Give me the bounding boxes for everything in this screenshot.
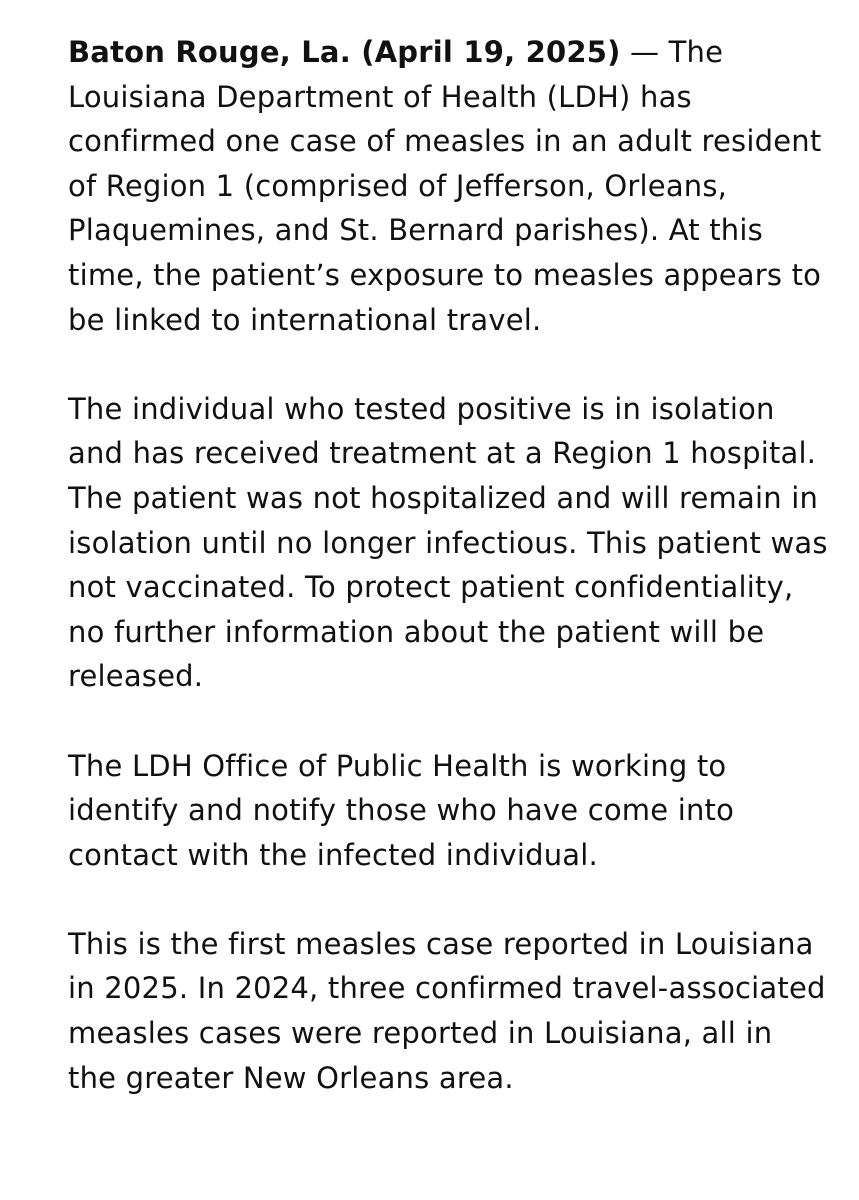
paragraph-intro bbox=[68, 30, 828, 342]
paragraph-contact-tracing: The LDH Office of Public Health is working to identify and notify those who have come into contact with the infected individual. bbox=[68, 748, 735, 872]
paragraph-case-history: This is the first measles case reported in Louisiana in 2025. In 2024, three confirmed travel-associated measles cases were reported in Louisiana, all in the greater New Orleans area. bbox=[68, 926, 826, 1095]
dateline: Baton Rouge, La. (April 19, 2025) bbox=[68, 35, 621, 69]
paragraph-isolation: The individual who tested positive is in isolation and has received treatment at a Region 1 hospital. The patient was not hospitalized and will remain in isolation until no longer infectious. This patient was not vaccinated. To protect patient confidentiality, no further information about the patient will be released. bbox=[68, 391, 828, 694]
press-release-document bbox=[68, 30, 828, 1100]
dateline-separator: — bbox=[620, 35, 669, 69]
paragraph-intro-text: The Louisiana Department of Health (LDH) has confirmed one case of measles in an adult resident of Region 1 (comprised of Jefferson, Orleans, Plaquemines, and St. Bernard parishes). At this time, the patient’s exposure to measles appears to be linked to international travel. bbox=[68, 35, 822, 337]
